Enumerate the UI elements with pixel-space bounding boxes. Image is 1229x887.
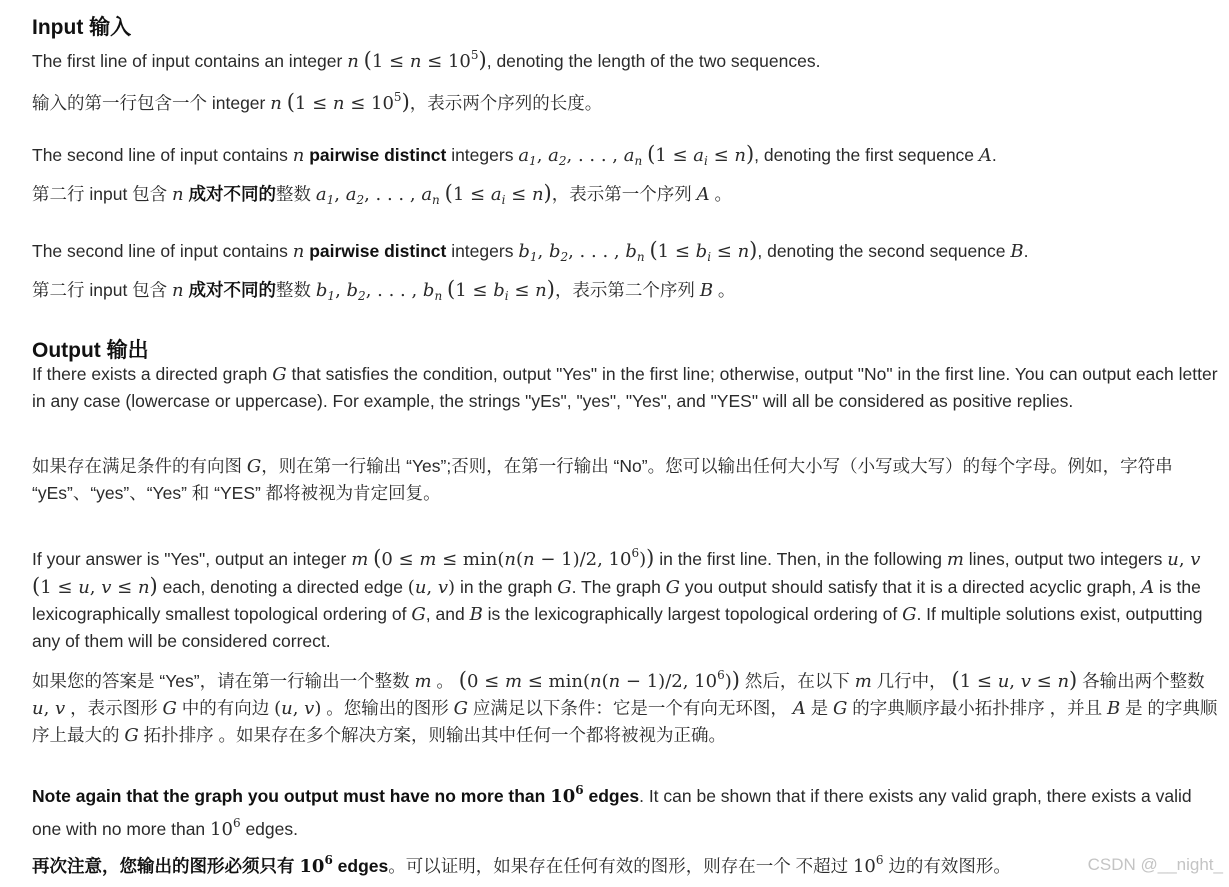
input-p1-zh: 输入的第一行包含一个 integer n $(1 \le n \le 10^5)$，表示两个序列的长度。 — [32, 90, 603, 114]
input-p2-zh: 第二行 input 包含 n 成对不同的整数 $a_1$, $a_2$, . . . , $a_n$ $(1 \le a_i \le n)$，表示第一个序列 A 。 — [32, 181, 732, 207]
output-note-en: Note again that the graph you output must have no more than $10^6$ edges. It can be shown that if there exists any valid graph, there exists a valid one with no more than $10^6$ edges. — [32, 783, 1192, 840]
watermark: CSDN @__night_ — [1087, 855, 1223, 874]
input-p2-en: The second line of input contains n pairwise distinct integers $a_1$, $a_2$, . . . , $a_n$ $(1 \le a_i \le n)$, denoting the first sequence A. — [32, 142, 997, 168]
output-note-zh: 再次注意，您输出的图形必须只有 $10^6$ edges。可以证明，如果存在任何有效的图形，则存在一个 不超过 $10^6$ 边的有效图形。 — [32, 853, 1011, 877]
input-p3-en: The second line of input contains n pairwise distinct integers $b_1$, $b_2$, . . . , $b_n$ $(1 \le b_i \le n)$, denoting the second sequence B. — [32, 238, 1029, 264]
output-heading: Output 输出 — [32, 339, 149, 362]
input-p3-zh: 第二行 input 包含 n 成对不同的整数 $b_1$, $b_2$, . . . , $b_n$ $(1 \le b_i \le n)$，表示第二个序列 B 。 — [32, 277, 736, 303]
input-p1-en: The first line of input contains an integer n $(1 \le n \le 10^5)$, denoting the length of the two sequences. — [32, 48, 821, 72]
input-heading: Input 输入 — [32, 16, 132, 39]
output-p1-en: If there exists a directed graph G that satisfies the condition, output "Yes" in the first line; otherwise, output "No" in the first line. You can output each letter in any case (lowercase or uppercase). For example, the strings "yEs", "yes", "Yes", and "YES" will all be considered as positive replies. — [32, 364, 1218, 411]
output-p2-zh: 如果您的答案是 “Yes”，请在第一行输出一个整数 m 。 (0 ≤ m ≤ min(n(n − 1)/2, $10^6$)) 然后，在以下 m 几行中， (1 ≤ u, v ≤ n) 各输出两个整数 u, v ，表示图形 G 中的有向边 (u, v) 。您输出的图形 G 应满足以下条件：它是一个有向无环图， A 是 G 的字典顺序最小拓扑排序 ，并且 B 是 的字典顺序上最大的 G 拓扑排序 。如果存在多个解决方案，则输出其中任何一个都将被视为正确。 — [32, 668, 1218, 746]
output-p1-zh: 如果存在满足条件的有向图 G，则在第一行输出 “Yes”;否则，在第一行输出 “No”。您可以输出任何大小写（小写或大写）的每个字母。例如，字符串 “yEs”、“yes”、“Yes” 和 “YES” 都将被视为肯定回复。 — [32, 456, 1173, 503]
output-p2-en: If your answer is "Yes", output an integer m (0 ≤ m ≤ min(n(n − 1)/2, $10^6$)) in the first line. Then, in the following m lines, output two integers u, v (1 ≤ u, v ≤ n) each, denoting a directed edge (u, v) in the graph G. The graph G you output should satisfy that it is a directed acyclic graph, A is the lexicographically smallest topological ordering of G, and B is the lexicographically largest topological ordering of G. If multiple solutions exist, outputting any of them will be considered correct. — [32, 546, 1203, 651]
